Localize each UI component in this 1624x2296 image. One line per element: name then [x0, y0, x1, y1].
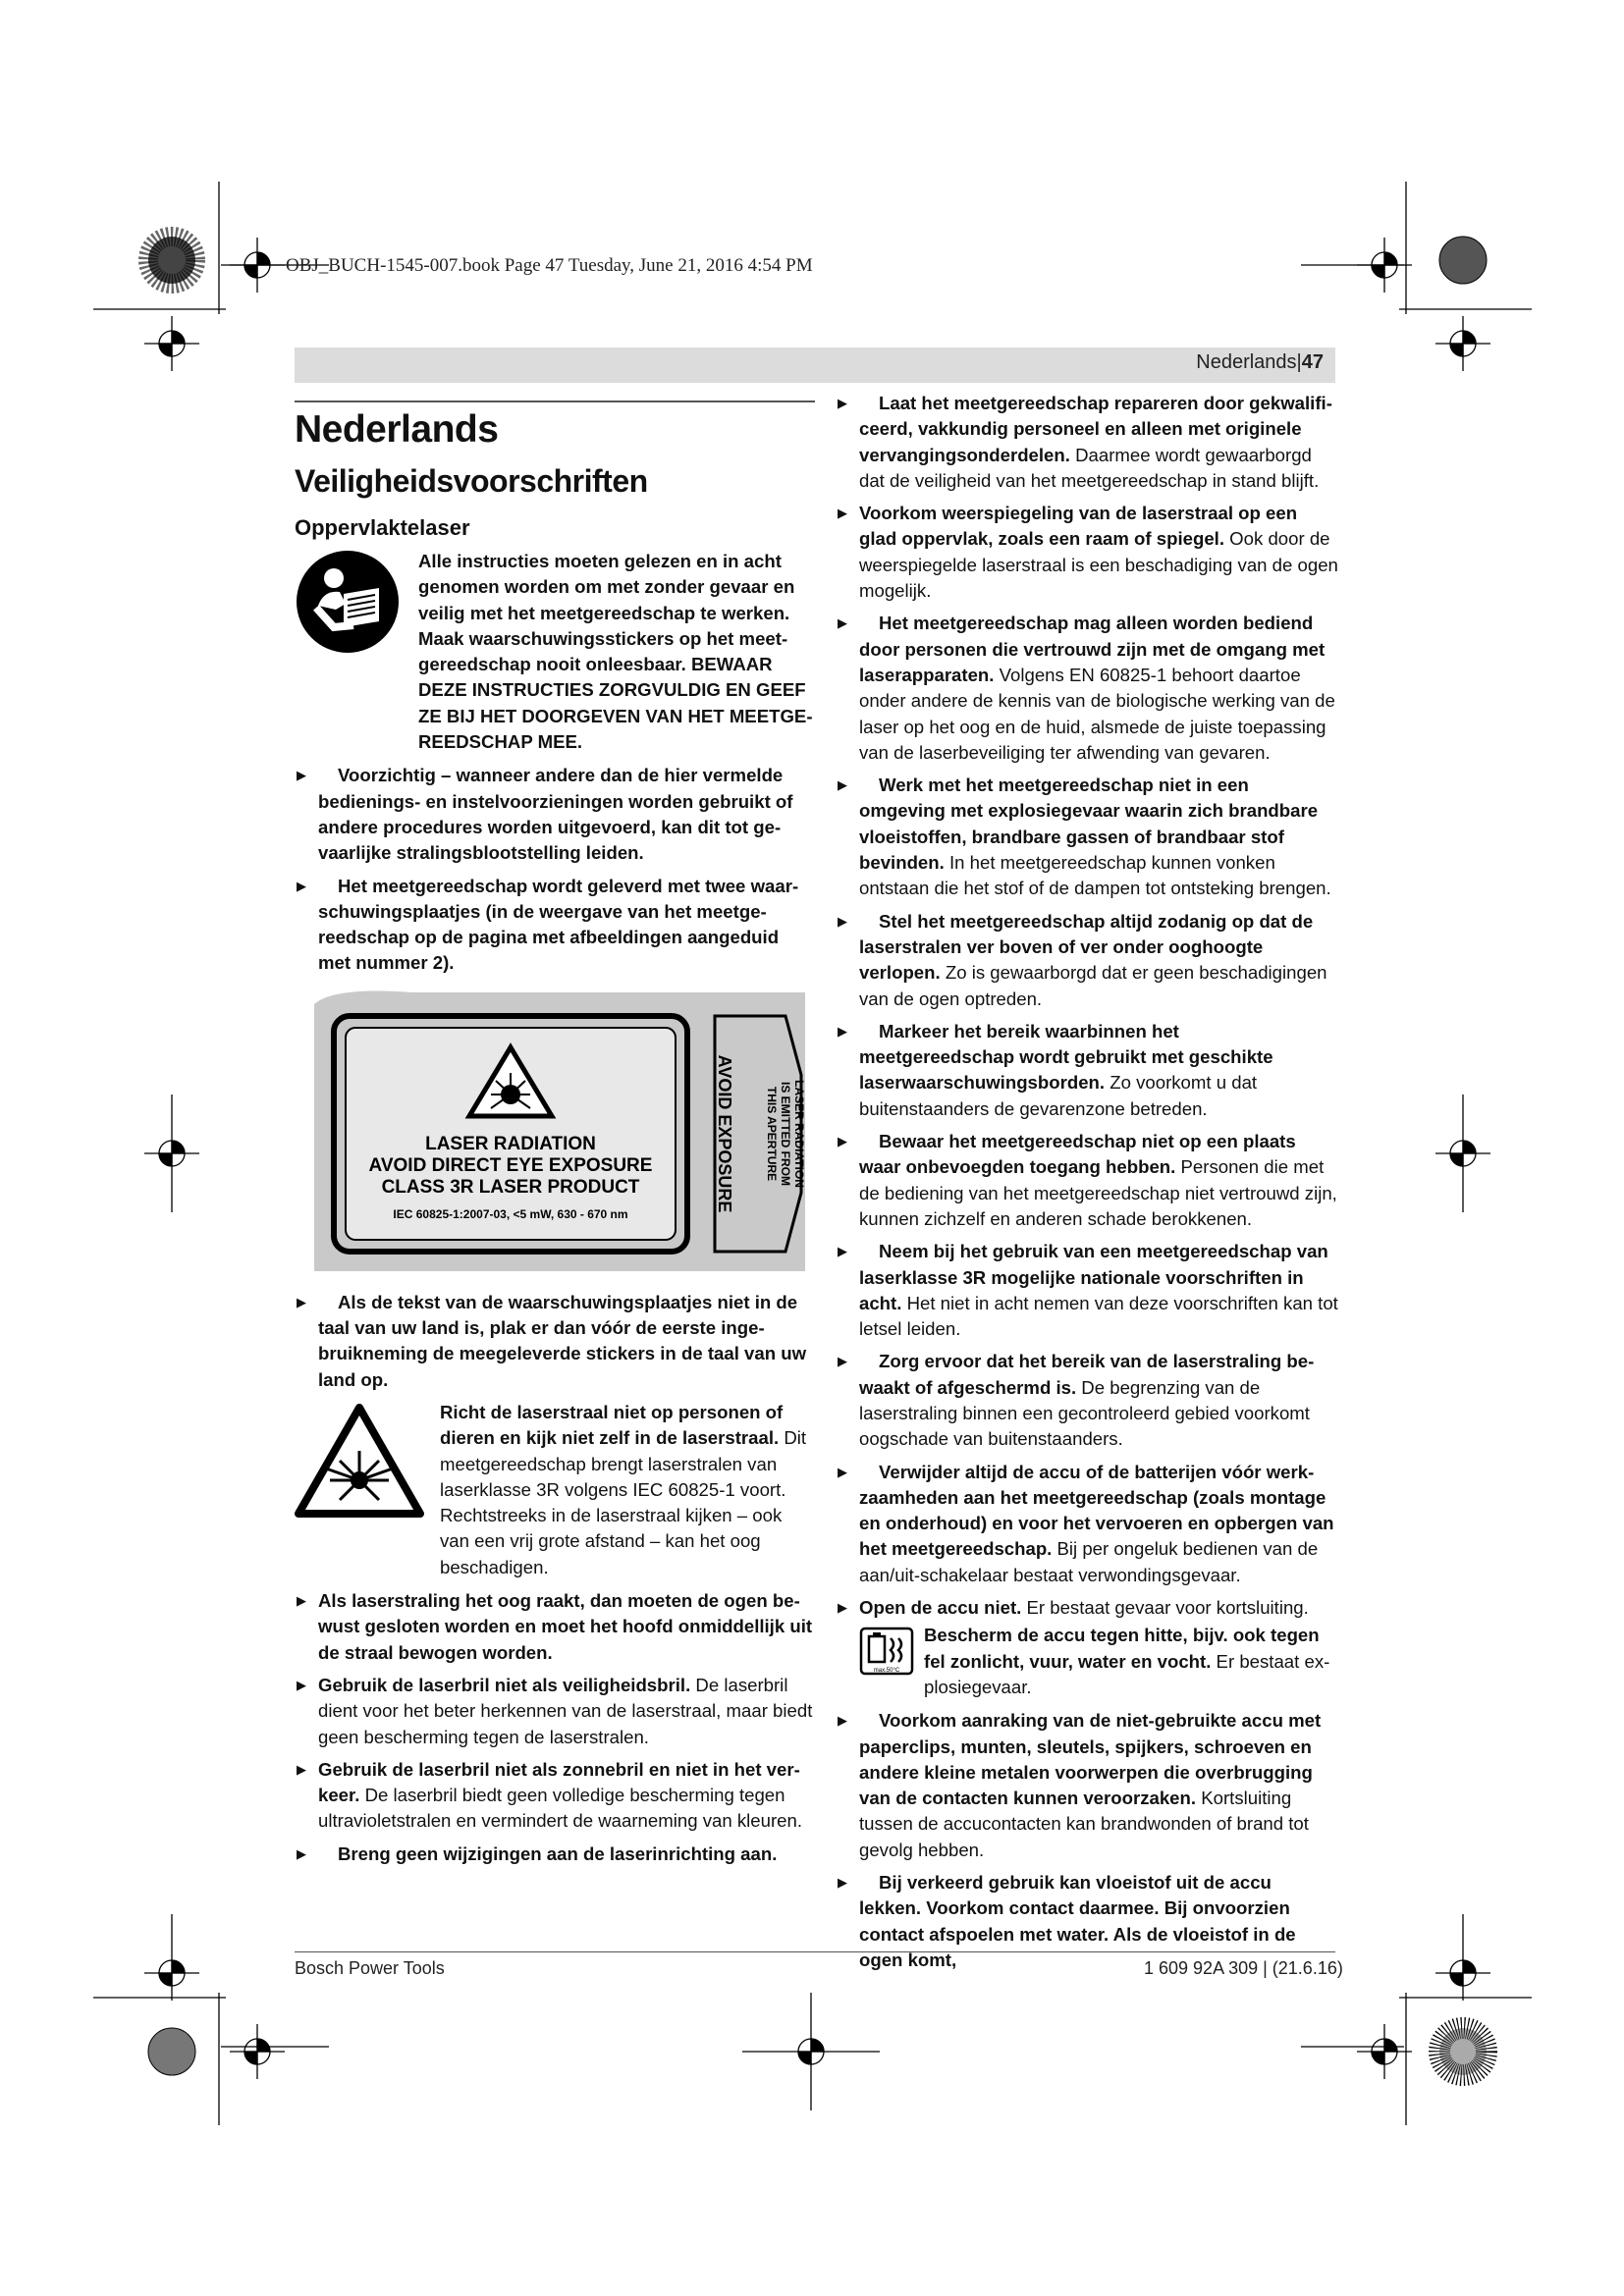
bullet-safety-glasses-text: De laserbril dient voor het beter herkennen van de laserstraal, maar biedt geen bescherming tegen de laserstralen.	[318, 1674, 813, 1747]
heat-notice	[859, 1623, 1338, 1700]
bullet-trained-persons	[836, 611, 1338, 766]
header-separator: |	[1296, 351, 1302, 373]
bullet-trained-persons-bold: Het meetgereedschap mag alleen worden bediend door personen die vertrouwd zijn met de omgang met laserapparaten.	[859, 613, 1326, 685]
book-header: OBJ_BUCH-1545-007.book Page 47 Tuesday, June 21, 2016 4:54 PM	[286, 255, 813, 276]
bullet-warning-plates-text: Het meetgereedschap wordt geleverd met twee waarschuwingsplaatjes (in de weergave van het meetgereedschap op de pagina met afbeeldingen aangeduid met nummer 2).	[318, 875, 799, 974]
bullet-leakage-bold: Bij verkeerd gebruik kan vloeistof uit de accu lekken. Voorkom contact daarmee. Bij onvoorzien contact afspoelen met water. Als de vloeistof in de ogen komt,	[859, 1872, 1296, 1970]
bullet-storage-bold: Bewaar het meetgereedschap niet op een plaats waar onbevoegden toegang hebben.	[859, 1131, 1296, 1178]
label-line2: AVOID DIRECT EYE EXPOSURE	[368, 1154, 653, 1176]
page-header-text	[1196, 351, 1324, 374]
bullet-safety-glasses-bold: Gebruik de laserbril niet als veiligheidsbril.	[318, 1674, 691, 1695]
page-title: Nederlands	[295, 408, 499, 451]
bullet-metal-objects-bold: Voorkom aanraking van de niet-gebruikte accu met paperclips, munten, sleutels, spijkers, schroeven en andere kleine metalen voorwerpen die overbrugging van de contacten kunnen veroorzaken.	[859, 1710, 1322, 1809]
bullet-warning-signs-text: Zo voorkomt u dat buitenstaanders de gevarenzone betreden.	[859, 1072, 1258, 1119]
bullet-national-rules-bold: Neem bij het gebruik van een meetgereedschap van laserklasse 3R mogelijke nationale voorschriften in acht.	[859, 1241, 1328, 1313]
bullet-reflection	[836, 501, 1338, 604]
bullet-eye-exposure-text: Als laserstraling het oog raakt, dan moeten de ogen bewust gesloten worden en moet het hoofd onmiddellijk uit de straal bewogen worden.	[318, 1590, 813, 1663]
page-header	[295, 347, 1335, 383]
bullet-remove-battery-bold: Verwijder altijd de accu of de batterijen vóór werkzaamheden aan het meetgereedschap (zoals montage en onderhoud) en voor het vervoeren en opbergen van het meetgereedschap.	[859, 1461, 1334, 1560]
laser-notice	[295, 1400, 815, 1580]
bullet-eye-height-bold: Stel het meetgereedschap altijd zodanig op dat de laserstralen ver boven of ver onder ooghoogte verlopen.	[859, 910, 1314, 984]
read-manual-icon	[295, 549, 418, 755]
bullet-open-battery-bold: Open de accu niet.	[859, 1597, 1022, 1619]
bullet-sunglasses-bold: Gebruik de laserbril niet als zonnebril en niet in het verkeer.	[318, 1758, 800, 1806]
bullet-metal-objects-text: Kortsluiting tussen de accucontacten kan brandwonden of brand tot gevolg hebben.	[859, 1788, 1309, 1860]
bullet-repair-bold: Laat het meetgereedschap repareren door gekwalificeerd, vakkundig personeel en alleen met originele vervangingsonderdelen.	[859, 393, 1332, 465]
bullet-safety-glasses	[295, 1673, 815, 1750]
bullet-metal-objects	[836, 1708, 1338, 1863]
label-line1: LASER RADIATION	[425, 1133, 596, 1154]
left-column	[295, 393, 815, 1874]
bullet-open-battery-text: Er bestaat gevaar voor kortsluiting.	[1021, 1597, 1309, 1619]
laser-warning-icon	[295, 1400, 440, 1580]
bullet-shielded-area	[836, 1349, 1338, 1452]
bullet-no-modifications	[295, 1842, 815, 1867]
footer-right: 1 609 92A 309 | (21.6.16)	[1144, 1958, 1343, 1978]
subsection-title: Oppervlaktelaser	[295, 515, 470, 540]
bullet-warning-signs-bold: Markeer het bereik waarbinnen het meetgereedschap wordt gebruikt met geschikte laserwaarschuwingsborden.	[859, 1020, 1273, 1094]
right-column	[836, 391, 1338, 1980]
heat-notice-bold: Bescherm de accu tegen hitte, bijv. ook tegen fel zonlicht, vuur, water en vocht.	[924, 1625, 1320, 1672]
bullet-open-battery	[836, 1595, 1338, 1621]
manual-notice	[295, 549, 815, 755]
footer-rule	[295, 1951, 1335, 1952]
manual-notice-text: Alle instructies moeten gelezen en in acht genomen worden om met zonder gevaar en veilig met het meetgereedschap te werken. Maak waarschuwingsstickers op het meetgereedschap nooit onleesbaar. BEWAAR DEZE INSTRUCTIES ZORGVULDIG EN GEEF ZE BIJ HET DOORGEVEN VAN HET MEETGEREEDSCHAP MEE.	[418, 551, 813, 753]
label-line4: IEC 60825-1:2007-03, <5 mW, 630 - 670 nm	[393, 1206, 628, 1221]
label-line3: CLASS 3R LASER PRODUCT	[381, 1176, 640, 1198]
warning-label-figure	[295, 987, 815, 1276]
bullet-explosive	[836, 773, 1338, 901]
label-side3: IS EMITTED FROM	[779, 1081, 792, 1186]
bullet-explosive-bold: Werk met het meetgereedschap niet in een omgeving met explosiegevaar waarin zich brandbare vloeistoffen, brandbare gassen of brandbaar stof bevinden.	[859, 774, 1319, 874]
laser-notice-bold: Richt de laserstraal niet op personen of dieren en kijk niet zelf in de laserstraal.	[440, 1401, 784, 1449]
bullet-language-stickers	[295, 1290, 815, 1393]
footer-left: Bosch Power Tools	[295, 1958, 445, 1978]
bullet-shielded-area-bold: Zorg ervoor dat het bereik van de laserstraling bewaakt of afgeschermd is.	[859, 1351, 1315, 1398]
bullet-caution-text: Voorzichtig – wanneer andere dan de hier vermelde bedienings- en instelvoorzieningen worden gebruikt of andere procedures worden uitgevoerd, kan dit tot gevaarlijke stralingsblootstelling leiden.	[318, 765, 793, 864]
label-side4: THIS APERTURE	[765, 1086, 779, 1181]
bullet-remove-battery	[836, 1460, 1338, 1588]
laser-notice-text: Dit meetgereedschap brengt laserstralen van laserklasse 3R volgens IEC 60825-1 voort. Rechtstreeks in de laserstraal kijken – ook van een vrij grote afstand – kan het oog beschadigen.	[440, 1427, 807, 1577]
bullet-eye-height	[836, 909, 1338, 1012]
bullet-shielded-area-text: De begrenzing van de laserstraling binnen een gecontroleerd gebied voorkomt oogschade van buitenstaanders.	[859, 1376, 1310, 1450]
bullet-language-stickers-text: Als de tekst van de waarschuwingsplaatjes niet in de taal van uw land is, plak er dan vóór de eerste ingebruikneming de meegeleverde stickers in de taal van uw land op.	[318, 1291, 807, 1390]
heat-notice-text: Er bestaat explosiegevaar.	[924, 1650, 1330, 1697]
bullet-sunglasses-text: De laserbril biedt geen volledige bescherming tegen ultravioletstralen en vermindert de waarneming van kleuren.	[318, 1785, 802, 1832]
bullet-reflection-text: Ook door de weerspiegelde laserstraal is een beschadiging van de ogen mogelijk.	[859, 528, 1338, 602]
bullet-storage	[836, 1129, 1338, 1232]
bullet-remove-battery-text: Bij per ongeluk bedienen van de aan/uit-schakelaar bestaat verwondingsgevaar.	[859, 1538, 1319, 1585]
bullet-warning-plates	[295, 874, 815, 977]
bullet-storage-text: Personen die met de bediening van het meetgereedschap niet vertrouwd zijn, kunnen zichzelf en anderen schade berokkenen.	[859, 1156, 1337, 1229]
bullet-trained-persons-text: Volgens EN 60825-1 behoort daartoe onder andere de kennis van de biologische werking van de laser op het oog en de huid, alsmede de juiste toepassing van de laserbeveiliging ter afwending van gevaren.	[859, 664, 1335, 763]
title-rule	[295, 400, 815, 402]
bullet-national-rules-text: Het niet in acht nemen van deze voorschriften kan tot letsel leiden.	[859, 1292, 1338, 1340]
bullet-caution	[295, 763, 815, 866]
bullet-reflection-bold: Voorkom weerspiegeling van de laserstraal op een glad oppervlak, zoals een raam of spiegel.	[859, 503, 1298, 550]
header-language: Nederlands	[1196, 351, 1297, 373]
label-side2: LASER RADIATION	[792, 1079, 805, 1188]
bullet-repair-text: Daarmee wordt gewaarborgd dat de veiligheid van het meetgereedschap in stand blijft.	[859, 444, 1320, 491]
bullet-sunglasses	[295, 1757, 815, 1835]
bullet-no-modifications-text: Breng geen wijzigingen aan de laserinrichting aan.	[338, 1842, 778, 1864]
page-number: 47	[1301, 351, 1324, 373]
bullet-warning-signs	[836, 1019, 1338, 1122]
bullet-eye-exposure	[295, 1588, 815, 1666]
section-title: Veiligheidsvoorschriften	[295, 463, 648, 499]
battery-heat-icon	[859, 1623, 924, 1700]
bullet-national-rules	[836, 1239, 1338, 1342]
heat-icon-label: max.50°C	[873, 1668, 900, 1675]
label-side1: AVOID EXPOSURE	[715, 1054, 734, 1213]
bullet-eye-height-text: Zo is gewaarborgd dat er geen beschadigingen van de ogen optreden.	[859, 962, 1327, 1009]
bullet-explosive-text: In het meetgereedschap kunnen vonken ontstaan die het stof of de dampen tot ontsteking brengen.	[859, 852, 1331, 899]
bullet-repair	[836, 391, 1338, 494]
